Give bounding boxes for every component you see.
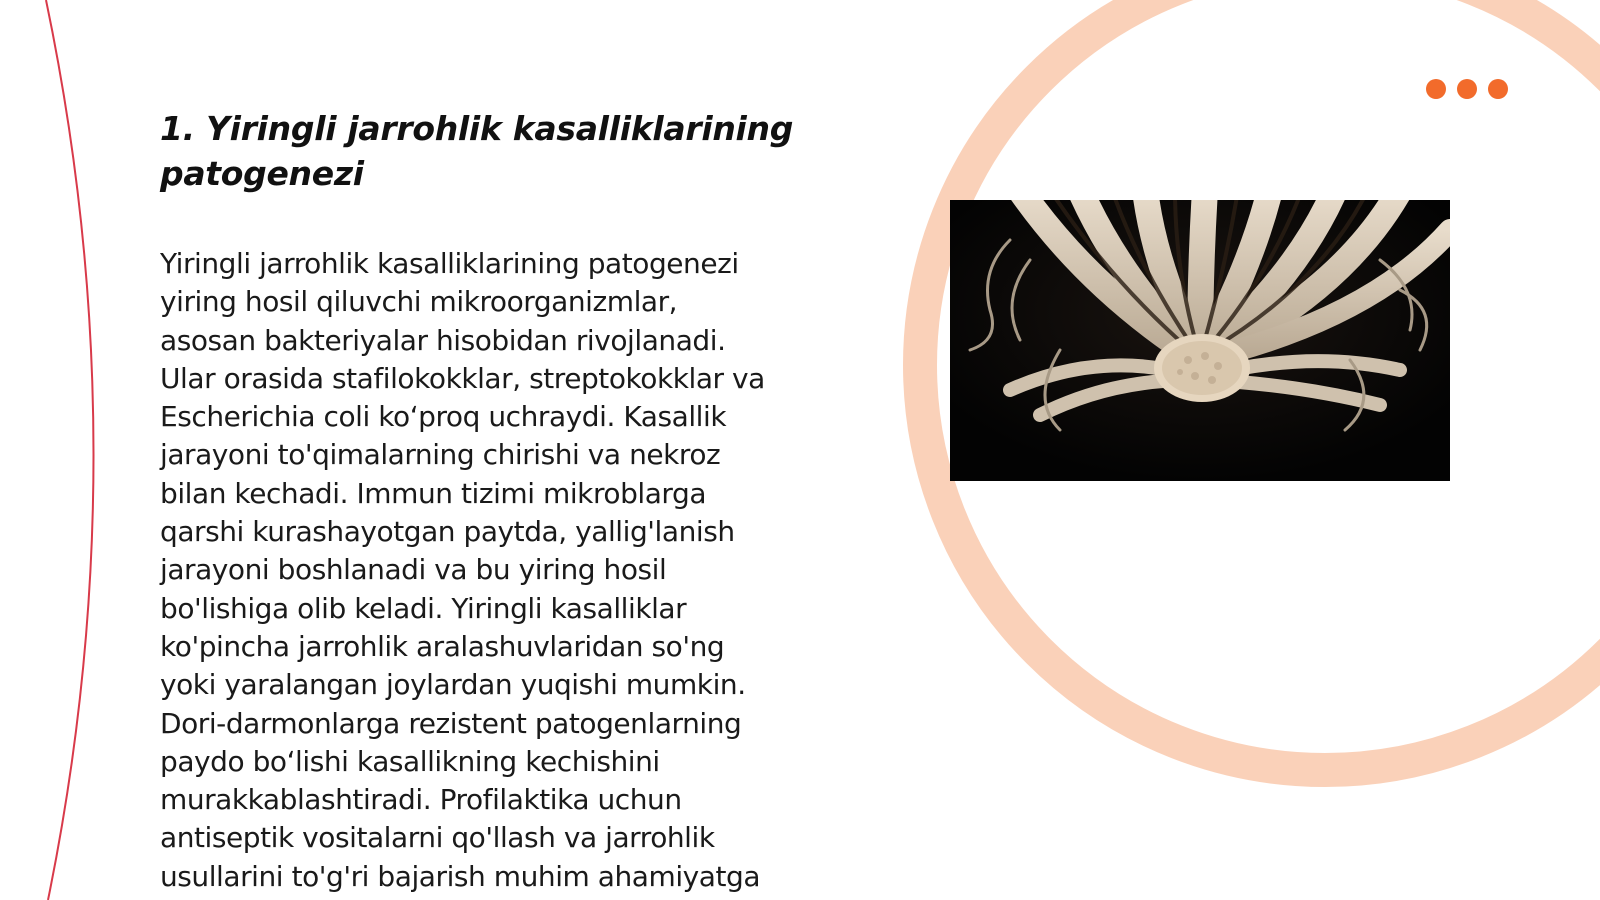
feather-star-photo-icon	[950, 200, 1450, 481]
dot	[1426, 79, 1446, 99]
three-dots-icon	[1426, 79, 1508, 99]
slide-title: 1. Yiringli jarrohlik kasalliklarining patogenezi	[160, 109, 794, 193]
photo-illustration	[950, 200, 1450, 481]
dot	[1488, 79, 1508, 99]
slide-body-text: Yiringli jarrohlik kasalliklarining patogenezi yiring hosil qiluvchi mikroorganizmlar, asosan bakteriyalar hisobidan rivojlanadi. Ular orasida stafilokokklar, streptokokklar va Escherichia coli koʻproq uchraydi. Kasallik jarayoni to'qimalarning chirishi va nekroz bilan kechadi. Immun tizimi mikroblarga qarshi kurashayotgan paytda, yallig'lanish jarayoni boshlanadi va bu yiring hosil bo'lishiga olib keladi. Yiringli kasalliklar ko'pincha jarrohlik aralashuvlaridan so'ng yoki yaralangan joylardan yuqishi mumkin. Dori-darmonlarga rezistent patogenlarning paydo boʻlishi kasallikning kechishini murakkablashtiradi. Profilaktika uchun antiseptik vositalarni qo'llash va jarrohlik usullarini to'g'ri bajarish muhim ahamiyatga	[160, 247, 765, 893]
left-curve-line	[46, 0, 94, 900]
dot	[1457, 79, 1477, 99]
